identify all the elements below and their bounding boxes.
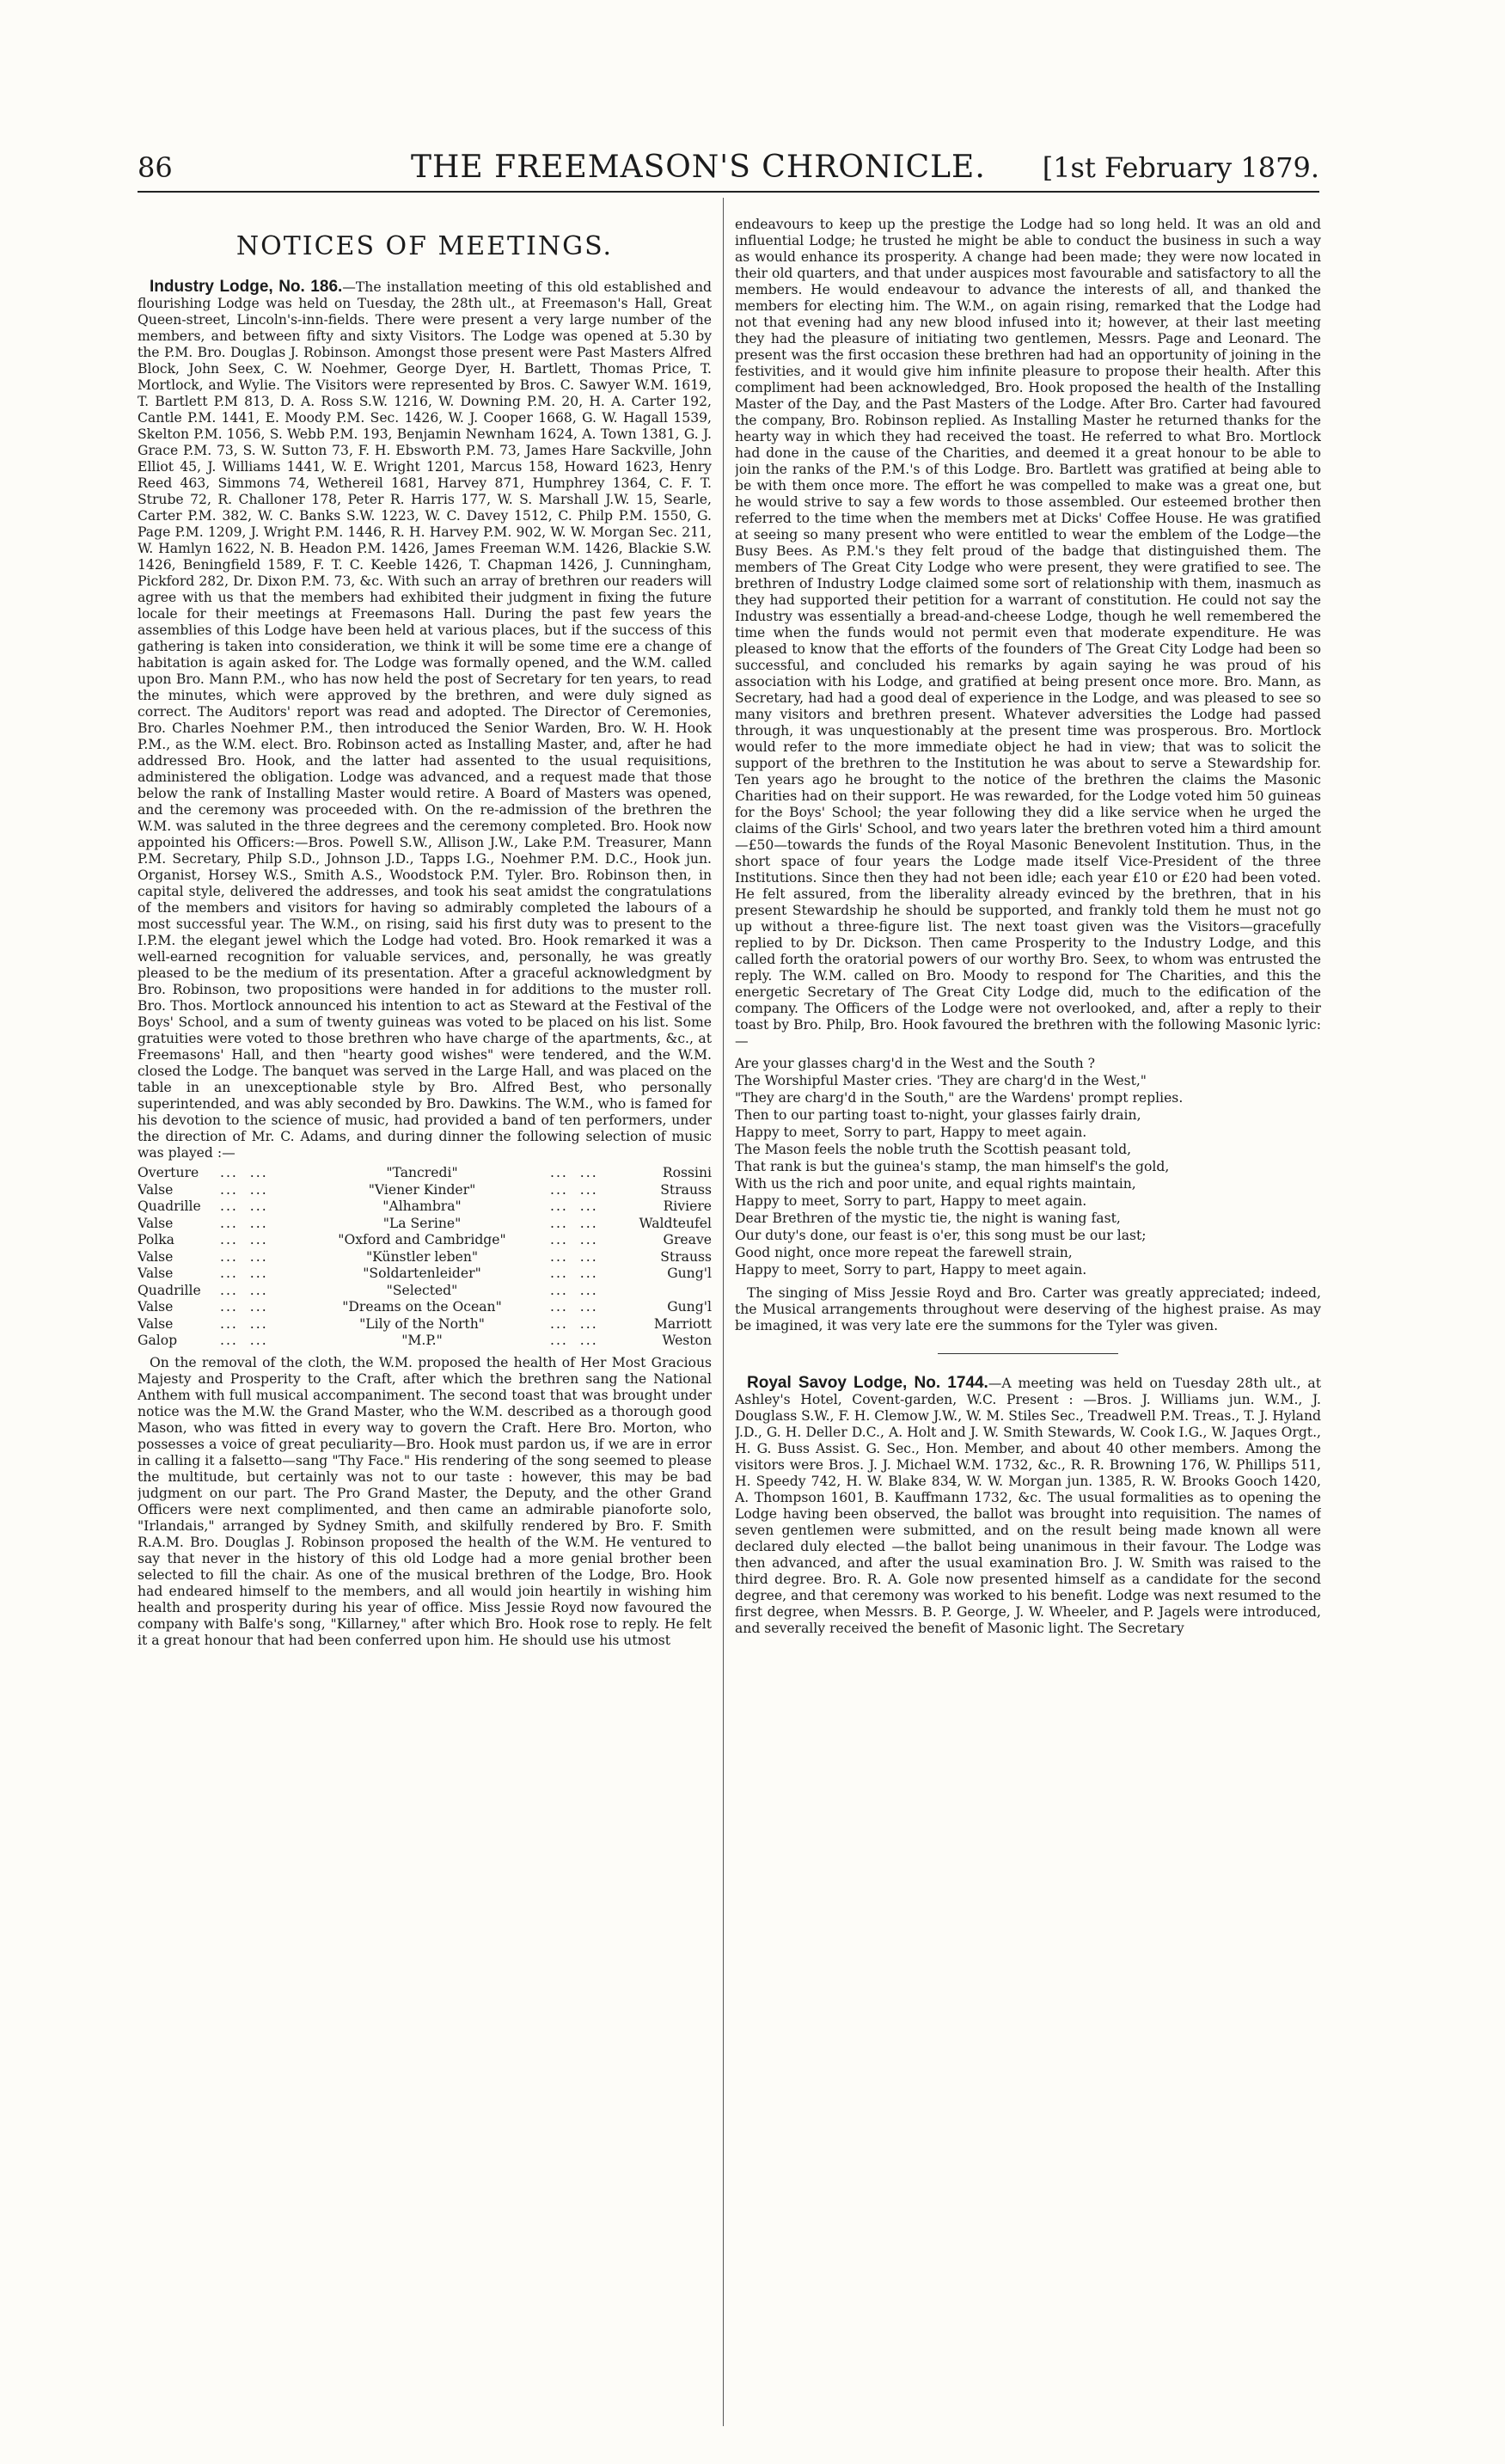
column-rule bbox=[723, 198, 724, 2426]
programme-row: Valse ... ... "Viener Kinder" ... ... Strauss bbox=[138, 1181, 712, 1198]
masonic-lyric bbox=[735, 1055, 1321, 1278]
article-text: —A meeting was held on Tuesday 28th ult., at Ashley's Hotel, Covent-garden, W.C. Present : —Bros. J. Williams jun. W.M., J. Douglass S.W., F. H. Clemow J.W., W. M. Stiles Sec., Treadwell P.M. Treas., T. J. Hyland J.D., G. H. Deller D.C., A. Holt and J. W. Smith Stewards, W. Cook I.G., W. Jaques Orgt., H. G. Buss Assist. G. Sec., Hon. Member, and about 40 other members. Among the visitors were Bros. J. J. Michael W.M. 1732, &c., R. R. Browning 176, W. Phillips 511, H. Speedy 742, H. W. Blake 834, W. W. Morgan jun. 1385, R. W. Brooks Gooch 1420, A. Thompson 1601, B. Kauffmann 1732, &c. The usual formalities as to opening the Lodge having been observed, the ballot was brought into requisition. The names of seven gentlemen were submitted, and on the result being made known all were declared duly elected —the ballot being unanimous in their favour. The Lodge was then advanced, and after the usual examination Bro. J. W. Smith was raised to the third degree. Bro. R. A. Gole now presented himself as a candidate for the second degree, and that ceremony was worked to his benefit. Lodge was next resumed to the first degree, when Messrs. B. P. George, J. W. Wheeler, and P. Jagels were introduced, and severally received the benefit of Masonic light. The Secretary bbox=[735, 1376, 1321, 1636]
verse-line: Are your glasses charg'd in the West and the South ? bbox=[735, 1056, 1095, 1071]
verse-line: Our duty's done, our feast is o'er, this song must be our last; bbox=[735, 1228, 1147, 1243]
verse-line: The Mason feels the noble truth the Scottish peasant told, bbox=[735, 1142, 1132, 1157]
lodge-name: Industry Lodge, No. 186. bbox=[150, 278, 343, 296]
verse-line: Dear Brethren of the mystic tie, the night is waning fast, bbox=[735, 1211, 1121, 1226]
column-left bbox=[138, 217, 712, 2418]
music-programme bbox=[138, 1165, 712, 1350]
programme-row: Overture ... ... "Tancredi" ... ... Rossini bbox=[138, 1165, 712, 1180]
publication-title: THE FREEMASON'S CHRONICLE. bbox=[411, 150, 986, 185]
programme-row: Valse ... ... "La Serine" ... ... Waldteufel bbox=[138, 1215, 712, 1231]
verse-line: That rank is but the guinea's stamp, the man himself's the gold, bbox=[735, 1159, 1170, 1174]
industry-lodge-paragraph bbox=[138, 279, 712, 1162]
article-text: The singing of Miss Jessie Royd and Bro. Carter was greatly appreciated; indeed, the Musical arrangements throughout were deserving of the highest praise. As may be imagined, it was very late ere the summons for the Tyler was given. bbox=[735, 1285, 1321, 1333]
programme-row: Valse ... ... "Lily of the North" ... ... Marriott bbox=[138, 1315, 712, 1332]
programme-row: Valse ... ... "Soldartenleider" ... ... Gung'l bbox=[138, 1266, 712, 1281]
verse-line: Happy to meet, Sorry to part, Happy to meet again. bbox=[735, 1125, 1087, 1140]
programme-row: Quadrille ... ... "Alhambra" ... ... Riviere bbox=[138, 1198, 712, 1214]
section-title: NOTICES OF MEETINGS. bbox=[236, 231, 614, 261]
verse-line: "They are charg'd in the South," are the Wardens' prompt replies. bbox=[735, 1090, 1184, 1106]
programme-row: Polka ... ... "Oxford and Cambridge" ... ... Greave bbox=[138, 1232, 712, 1247]
lodge-name: Royal Savoy Lodge, No. 1744. bbox=[747, 1374, 988, 1392]
masthead bbox=[138, 151, 1319, 193]
page-number: 86 bbox=[138, 151, 173, 184]
article-text: —The installation meeting of this old established and flourishing Lodge was held on Tuesday, the 28th ult., at Freemason's Hall, Great Queen-street, Lincoln's-inn-fields. There were present a very large number of the members, and between fifty and sixty Visitors. The Lodge was opened at 5.30 by the P.M. Bro. Douglas J. Robinson. Amongst those present were Past Masters Alfred Block, John Seex, C. W. Noehmer, George Dyer, H. Bartlett, Thomas Price, T. Mortlock, and Wylie. The Visitors were represented by Bros. C. Sawyer W.M. 1619, T. Bartlett P.M 813, D. A. Ross S.W. 1216, W. Downing P.M. 20, H. A. Carter 192, Cantle P.M. 1441, E. Moody P.M. Sec. 1426, W. J. Cooper 1668, G. W. Hagall 1539, Skelton P.M. 1056, S. Webb P.M. 193, Benjamin Newnham 1624, A. Town 1381, G. J. Grace P.M. 73, S. W. Sutton 73, F. H. Ebsworth P.M. 73, James Hare Sackville, John Elliot 45, J. Williams 1441, W. E. Wright 1201, Marcus 158, Howard 1623, Henry Reed 463, Simmons 74, Wethereil 1681, Harvey 871, Humphrey 1364, C. F. T. Strube 72, R. Challoner 178, Peter R. Harris 177, W. S. Marshall J.W. 15, Searle, Carter P.M. 382, W. C. Banks S.W. 1223, W. C. Davey 1512, C. Philp P.M. 1550, G. Page P.M. 1209, J. Wright P.M. 1446, R. H. Harvey P.M. 902, W. W. Morgan Sec. 211, W. Hamlyn 1622, N. B. Headon P.M. 1426, James Freeman W.M. 1426, Blackie S.W. 1426, Beningfield 1589, F. T. C. Keeble 1426, T. Chapman 1426, J. Cunningham, Pickford 282, Dr. Dixon P.M. 73, &c. With such an array of brethren our readers will agree with us that the members had exhibited their judgment in fixing the future locale for their meetings at Freemasons Hall. During the past few years the assemblies of this Lodge have been held at various places, but if the success of this gathering is taken into consideration, we think it will be some time ere a change of habitation is again asked for. The Lodge was formally opened, and the W.M. called upon Bro. Mann P.M., who has now held the post of Secretary for ten years, to read the minutes, which were approved by the brethren, and were duly signed as correct. The Auditors' report was read and adopted. The Director of Ceremonies, Bro. Charles Noehmer P.M., then introduced the Senior Warden, Bro. W. H. Hook P.M., as the W.M. elect. Bro. Robinson acted as Installing Master, and, after he had addressed Bro. Hook, and the latter had assented to the usual requisitions, administered the obligation. Lodge was advanced, and a request made that those below the rank of Installing Master would retire. A Board of Masters was opened, and the ceremony was proceeded with. On the re-admission of the brethren the W.M. was saluted in the three degrees and the ceremony completed. Bro. Hook now appointed his Officers:—Bros. Powell S.W., Allison J.W., Lake P.M. Treasurer, Mann P.M. Secretary, Philp S.D., Johnson J.D., Tapps I.G., Noehmer P.M. D.C., Hook jun. Organist, Horsey W.S., Smith A.S., Woodstock P.M. Tyler. Bro. Robinson then, in capital style, delivered the addresses, and took his seat amidst the congratulations of the members and visitors for having so admirably completed the labours of a most successful year. The W.M., on rising, said his first duty was to present to the I.P.M. the elegant jewel which the Lodge had voted. Bro. Hook remarked it was a well-earned recognition for valuable services, and, personally, he was greatly pleased to be the medium of its presentation. After a graceful acknowledgment by Bro. Robinson, two propositions were handed in for additions to the muster roll. Bro. Thos. Mortlock announced his intention to act as Steward at the Festival of the Boys' School, and a sum of twenty guineas was voted to be placed on his list. Some gratuities were voted to those brethren who have charge of the apartments, &c., at Freemasons' Hall, and then "hearty good wishes" were tendered, and the W.M. closed the Lodge. The banquet was served in the Large Hall, and was placed on the table in an unexceptionable style by Bro. Alfred Best, who personally superintended, and was ably seconded by Bro. Dawkins. The W.M., who is famed for his devotion to the science of music, had provided a band of ten performers, under the direction of Mr. C. Adams, and during dinner the following selection of music was played :— bbox=[138, 279, 712, 1161]
verse-line: Good night, once more repeat the farewell strain, bbox=[735, 1245, 1073, 1260]
programme-row: Valse ... ... "Künstler leben" ... ... Strauss bbox=[138, 1248, 712, 1265]
verse-line: With us the rich and poor unite, and equal rights maintain, bbox=[735, 1176, 1136, 1192]
article-text: endeavours to keep up the prestige the Lodge had so long held. It was an old and influential Lodge; he trusted he might be able to conduct the business in such a way as would enhance its prosperity. A change had been made; they were now located in their old quarters, and that under auspices most favourable and satisfactory to all the members. He would endeavour to advance the interests of all, and thanked the members for electing him. The W.M., on again rising, remarked that the Lodge had not that evening had any new blood infused into it; however, at their last meeting they had the pleasure of initiating two gentlemen, Messrs. Page and Leonard. The present was the first occasion these brethren had had an opportunity of joining in the festivities, and it would give him infinite pleasure to propose their health. After this compliment had been acknowledged, Bro. Hook proposed the health of the Installing Master of the Day, and the Past Masters of the Lodge. After Bro. Carter had favoured the company, Bro. Robinson replied. As Installing Master he returned thanks for the hearty way in which they had received the toast. He referred to what Bro. Mortlock had done in the cause of the Charities, and deemed it a great honour to be able to join the ranks of the P.M.'s of this Lodge. Bro. Bartlett was gratified at being able to be with them once more. The effort he was compelled to make was a great one, but he would strive to say a few words to those assembled. Our esteemed brother then referred to the time when the members met at Dicks' Coffee House. He was gratified at seeing so many present who were entitled to wear the emblem of the Lodge—the Busy Bees. As P.M.'s they felt proud of the badge that distinguished them. The members of The Great City Lodge who were present, they were gratified to see. The brethren of Industry Lodge claimed some sort of relationship with them, inasmuch as they had supported their petition for a warrant of constitution. He could not say the Industry was essentially a bread-and-cheese Lodge, though he well remembered the time when the funds would not permit even that moderate expenditure. He was pleased to know that the efforts of the founders of The Great City Lodge had been so successful, and concluded his remarks by again saying he was proud of his association with his Lodge, and gratified at being present once more. Bro. Mann, as Secretary, had had a good deal of experience in the Lodge, and was pleased to see so many visitors and brethren present. Whatever adversities the Lodge had passed through, it was unquestionably at the present time was prosperous. Bro. Mortlock would refer to the more immediate object he had in view; that was to solicit the support of the brethren to the Institution he was about to serve a Stewardship for. Ten years ago he brought to the notice of the brethren the claims the Masonic Charities had on their support. He was rewarded, for the Lodge voted him 50 guineas for the Boys' School; the year following they did a like service when he urged the claims of the Girls' School, and two years later the brethren voted him a third amount—£50—towards the funds of the Royal Masonic Benevolent Institution. Thus, in the short space of four years the Lodge made itself Vice-President of the three Institutions. Since then they had not been idle; each year £10 or £20 had been voted. He felt assured, from the liberality already evinced by the brethren, that in his present Stewardship he should be supported, and frankly told them he must not go up without a three-figure list. The next toast given was the Visitors—gracefully replied to by Dr. Dickson. Then came Prosperity to the Industry Lodge, and this called forth the oratorial powers of our worthy Bro. Seex, to whom was entrusted the reply. The W.M. called on Bro. Moody to respond for The Charities, and this the energetic Secretary of The Great City Lodge did, much to the edification of the company. The Officers of the Lodge were not overlooked, and, after a reply to their toast by Bro. Philp, Bro. Hook favoured the brethren with the following Masonic lyric:— bbox=[735, 217, 1321, 1049]
article-text: On the removal of the cloth, the W.M. proposed the health of Her Most Gracious Majesty and Prosperity to the Craft, after which the brethren sang the National Anthem with full musical accompaniment. The second toast that was brought under notice was the M.W. the Grand Master, who the W.M. described as a thorough good Mason, who was fitted in every way to govern the Craft. Here Bro. Morton, who possesses a voice of great peculiarity—Bro. Hook must pardon us, if we are in error in calling it a falsetto—sang "Thy Face." His rendering of the song seemed to please the multitude, but certainly was not to our taste : however, this may be bad judgment on our part. The Pro Grand Master, the Deputy, and the other Grand Officers were next complimented, and then came an admirable pianoforte solo, "Irlandais," arranged by Sydney Smith, and skilfully rendered by Bro. F. Smith R.A.M. Bro. Douglas J. Robinson proposed the health of the W.M. He ventured to say that never in the history of this old Lodge had a more genial brother been selected to fill the chair. As one of the musical brethren of the Lodge, Bro. Hook had endeared himself to the members, and all would join heartily in wishing him health and prosperity during his year of office. Miss Jessie Royd now favoured the company with Balfe's song, "Killarney," after which Bro. Hook rose to reply. He felt it a great honour that had been conferred upon him. He should use his utmost bbox=[138, 1354, 712, 1648]
article-separator bbox=[938, 1353, 1118, 1354]
verse-line: The Worshipful Master cries. 'They are charg'd in the West," bbox=[735, 1073, 1147, 1088]
verse-line: Happy to meet, Sorry to part, Happy to meet again. bbox=[735, 1193, 1087, 1209]
column-right bbox=[735, 217, 1321, 2418]
verse-line: Happy to meet, Sorry to part, Happy to meet again. bbox=[735, 1262, 1087, 1278]
programme-row: Quadrille ... ... "Selected" ... ... bbox=[138, 1282, 598, 1298]
royal-savoy-paragraph bbox=[735, 1375, 1321, 1637]
verse-line: Then to our parting toast to-night, your glasses fairly drain, bbox=[735, 1107, 1141, 1123]
programme-row: Valse ... ... "Dreams on the Ocean" ... ... Gung'l bbox=[138, 1299, 712, 1315]
programme-row: Galop ... ... "M.P." ... ... Weston bbox=[138, 1333, 712, 1348]
issue-date: [1st February 1879. bbox=[1042, 151, 1319, 184]
